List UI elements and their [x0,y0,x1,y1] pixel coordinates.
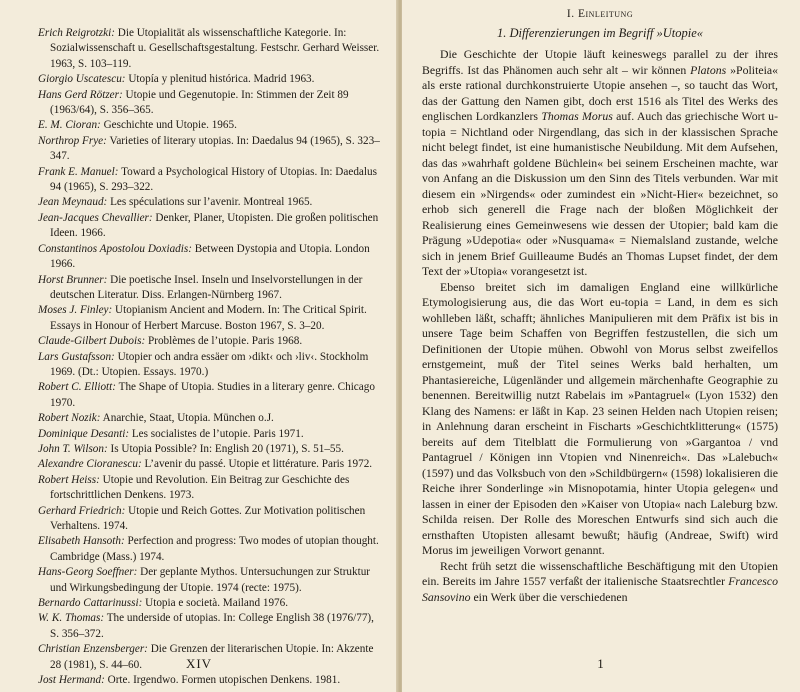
bibliography-entry [38,473,380,504]
entry-author: Horst Brunner: [38,273,108,286]
entry-author: Moses J. Finley: [38,304,113,317]
paragraph-text: »Politeia« als erste rational durchkonstruierte Utopie ansehen –, so taucht das Wort, das der Gattung den Namen gibt, doch erst 1516 als Titel des Werks des englischen Lordkanzlers [422,62,778,123]
bibliography-entry [38,442,380,457]
entry-author: Giorgio Uscatescu: [38,73,126,86]
paragraph-text: Ebenso breitet sich im damaligen England eine willkürliche Etymologisierung aus, die das Wort eu-topia = Land, in dem es sich wohlleben läßt, schafft; ähnliches Manipulieren mit dem Präfix ist bis in unsere Tage beim Schaffen von Begriffen festzustellen, die sich um Definitionen der Utopie mühen. Obwohl von Morus selbst zweifellos ernstgemeint, muß der Titel seines Werks bald herhalten, um Phantasiereiche, Lügenländer und allgemein märchenhafte Geographie zu benennen. Bereitwillig nutzt Rabelais im »Pantagruel« (Lyon 1532) den Klang des Namens: er läßt in Kap. 23 seinen Helden nach Utopien reisen; in Anlehnung daran erscheint in Fischarts »Geschichtklitterung« (1575) bereits auf dem Titelblatt die Formulierung von »Gargantoa / vnd Pantagruel / Königen inn Vtopien vnd Ninenreich«. Das »Lalebuch« (1597) und das Volksbuch von den »Schildbürgern« (1598) lokalisieren die Reiche ihrer Sonderlinge »in Misnopotamia, hinter Utopia gelegen« und lassen in einer der Episoden den »Kaiser von Utopia« nach Laleburg bzw. Schilda reisen. Der Rolle des Moreschen Entwurfs sind sich auch die ernsthaften Utopisten allesamt bewußt; häufig (Andreae, Swift) wird Morus im jeweiligen Vorwort genannt. [422,279,778,557]
entry-text: Geschichte und Utopie. 1965. [103,119,237,132]
entry-text: Utopía y plenitud histórica. Madrid 1963. [128,73,315,86]
entry-author: E. M. Cioran: [38,119,101,132]
entry-text: Utopier och andra essäer om ›dikt‹ och ›liv‹. Stockholm 1969. (Dt.: Utopien. Essays. 1970.) [50,350,369,378]
entry-text: Varieties of literary utopias. In: Daedalus 94 (1965), S. 323–347. [50,134,380,163]
entry-author: Hans-Georg Soeffner: [38,566,138,579]
entry-author: W. K. Thomas: [38,612,105,625]
entry-text: Der geplante Mythos. Untersuchungen zur Struktur und Wirkungsbedingung der Utopie. 1974 (recte: 1975). [50,566,371,594]
left-page-number: XIV [185,656,213,671]
bibliography-entry [38,273,380,304]
paragraph-text: Die Geschichte der Utopie läuft keineswegs parallel zu der ihres Begriffs. Ist das Phänomen auch sehr alt – wir können [422,47,778,77]
entry-text: Orte. Irgendwo. Formen utopischen Denkens. 1981. [107,674,341,687]
entry-author: Jean-Jacques Chevallier: [38,211,153,224]
entry-text: Utopie und Revolution. Ein Beitrag zur Geschichte des fortschrittlichen Denkens. 1973. [50,473,350,502]
entry-text: Les socialistes de l’utopie. Paris 1971. [131,427,304,440]
entry-author: Robert Nozik: [38,412,101,425]
chapter-heading: I. Einleitung [566,8,634,20]
entry-text: Anarchie, Staat, Utopia. München o.J. [102,412,274,425]
entry-text: Utopianism Ancient and Modern. In: The Critical Spirit. Essays in Honour of Herbert Marcuse. Boston 1967, S. 3–20. [50,304,367,332]
entry-author: Hans Gerd Rötzer: [38,88,123,101]
entry-text: Is Utopia Possible? In: English 20 (1971), S. 51–55. [110,442,344,455]
entry-author: Robert C. Elliott: [38,381,116,394]
paragraph-text: ein Werk über die verschiedenen [470,589,628,604]
entry-author: Jost Hermand: [38,674,105,687]
entry-author: Constantinos Apostolou Doxiadis: [38,242,192,255]
italic-name: Thomas Morus [541,109,613,123]
body-paragraph [422,280,778,559]
entry-author: Bernardo Cattarinussi: [38,597,143,610]
entry-text: Die Utopialität als wissenschaftliche Kategorie. In: Sozialwissenschaft u. Gesellschaftsgestaltung. Festschr. Gerhard Weisser. 1963, S. 103–119. [50,27,380,70]
bibliography-entry [38,411,380,426]
entry-author: Gerhard Friedrich: [38,504,126,517]
paragraph-text: Recht früh setzt die wissenschaftliche Beschäftigung mit den Utopien ein. Bereits im Jahre 1557 verfaßt der italienische Staatsrechtler [422,558,778,588]
entry-author: Robert Heiss: [38,473,100,486]
section-heading: 1. Differenzierungen im Begriff »Utopie« [496,26,704,40]
bibliography-entry [38,26,380,72]
entry-text: The Shape of Utopia. Studies in a literary genre. Chicago 1970. [50,381,375,409]
bibliography-entry [38,334,380,349]
bibliography-entry [38,565,380,596]
bibliography-entry [38,88,380,119]
entry-author: Lars Gustafsson: [38,350,115,363]
entry-text: Les spéculations sur l’avenir. Montreal 1965. [110,196,313,209]
body-text [422,47,778,605]
bibliography-entry [38,534,380,565]
entry-author: Northrop Frye: [38,134,107,147]
bibliography-entry [38,242,380,273]
bibliography-entry [38,195,380,210]
bibliography-entry [38,134,380,165]
bibliography-entry [38,72,380,87]
bibliography-list [38,26,380,688]
right-page-number: 1 [597,656,605,671]
entry-author: Alexandre Cioranescu: [38,458,142,471]
bibliography-entry [38,611,380,642]
entry-text: Utopia e società. Mailand 1976. [145,597,289,610]
bibliography-entry [38,118,380,133]
entry-text: L’avenir du passé. Utopie et littérature. Paris 1972. [144,458,373,471]
entry-author: Jean Meynaud: [38,196,108,209]
entry-text: Utopie und Gegenutopie. In: Stimmen der Zeit 89 (1963/64), S. 356–365. [50,88,349,117]
bibliography-entry [38,457,380,472]
entry-text: Problèmes de l’utopie. Paris 1968. [148,335,303,348]
entry-author: Erich Reigrotzki: [38,27,115,39]
bibliography-entry [38,673,380,688]
entry-text: Perfection and progress: Two modes of utopian thought. Cambridge (Mass.) 1974. [50,535,379,563]
bibliography-entry [38,211,380,242]
entry-text: Between Dystopia and Utopia. London 1966. [50,242,370,271]
right-page [402,0,800,692]
bibliography-entry [38,165,380,196]
entry-author: Claude-Gilbert Dubois: [38,335,146,348]
bibliography-entry [38,303,380,334]
entry-text: Die poetische Insel. Inseln und Inselvorstellungen in der deutschen Literatur. Diss. Erlangen-Nürnberg 1967. [50,273,363,301]
entry-author: Dominique Desanti: [38,427,130,440]
entry-text: Utopie und Reich Gottes. Zur Motivation politischen Verhaltens. 1974. [50,504,366,532]
entry-text: Die Grenzen der literarischen Utopie. In: Akzente 28 (1981), S. 44–60. [50,643,374,671]
bibliography-entry [38,504,380,535]
entry-text: The underside of utopias. In: College English 38 (1976/77), S. 356–372. [50,612,374,640]
bibliography-entry [38,380,380,411]
body-paragraph [422,559,778,606]
left-page [0,0,398,692]
italic-name: Platons [690,62,727,77]
paragraph-text: auf. Auch das griechische Wort u-topia = Nichtland oder Nirgendlang, das sich in der klassischen Sprache nicht belegt findet, ist eine humanistische Neubildung. Mit dem Aufsehen, das das »wahrhaft goldene Büchlein« bei seinem Erscheinen machte, war von Anfang an die Diskussion um den Sinn des Titels verbunden. War mit diesem ein »Nirgends« oder zumindest ein »Nicht-Hier« bezeichnet, so erhob sich generell die Frage nach der bloßen Möglichkeit der Realisierung eines Gemeinwesens wie dessen der Utopier; bald kam die Prägung »Udepotia« oder »Nusquama« = Niemalsland zustande, welche sich in jenem Brief Guilleaume Budés an Thomas Lupset findet, der dem Text der »Utopia« vorangesetzt ist. [422,109,778,278]
bibliography-entry [38,596,380,611]
entry-author: John T. Wilson: [38,442,108,455]
entry-text: Denker, Planer, Utopisten. Die großen politischen Ideen. 1966. [50,211,379,240]
entry-author: Christian Enzensberger: [38,643,148,656]
bibliography-entry [38,427,380,442]
bibliography-entry [38,350,380,381]
entry-author: Elisabeth Hansoth: [38,535,125,548]
italic-name: Francesco Sansovino [422,574,778,604]
body-paragraph [422,47,778,280]
entry-text: Toward a Psychological History of Utopias. In: Daedalus 94 (1965), S. 293–322. [50,165,377,194]
entry-author: Frank E. Manuel: [38,165,119,178]
